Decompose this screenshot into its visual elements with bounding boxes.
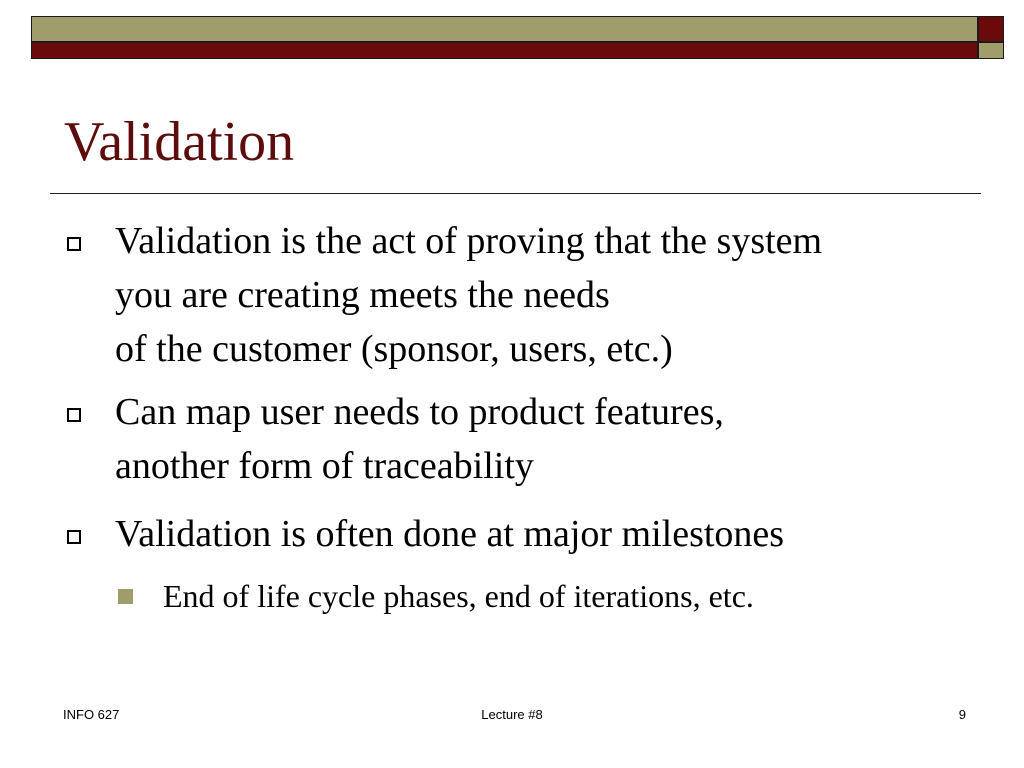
filled-square-bullet-icon <box>118 589 133 604</box>
header-band-maroon <box>31 42 978 59</box>
bullet-line: of the customer (sponsor, users, etc.) <box>115 328 673 370</box>
footer-page-number: 9 <box>958 707 966 722</box>
hollow-square-bullet-icon <box>67 530 81 544</box>
bullet-line: another form of traceability <box>115 445 534 487</box>
slide-title: Validation <box>64 111 295 173</box>
bullet-item <box>115 507 995 561</box>
header-band-olive <box>31 16 978 42</box>
bullet-item <box>115 385 995 493</box>
hollow-square-bullet-icon <box>67 237 81 251</box>
title-divider <box>50 193 981 194</box>
hollow-square-bullet-icon <box>67 408 81 422</box>
footer-course: INFO 627 <box>63 707 120 722</box>
bullet-item <box>115 214 995 376</box>
header-square-maroon <box>978 16 1004 42</box>
footer-lecture: Lecture #8 <box>481 707 543 722</box>
bullet-line: Validation is often done at major milestones <box>115 513 785 555</box>
sub-bullet-item: End of life cycle phases, end of iterations, etc. <box>163 578 754 614</box>
bullet-line: you are creating meets the needs <box>115 274 610 316</box>
header-square-olive <box>978 42 1004 59</box>
bullet-line: Validation is the act of proving that the system <box>115 220 823 262</box>
bullet-line: Can map user needs to product features, <box>115 391 724 433</box>
